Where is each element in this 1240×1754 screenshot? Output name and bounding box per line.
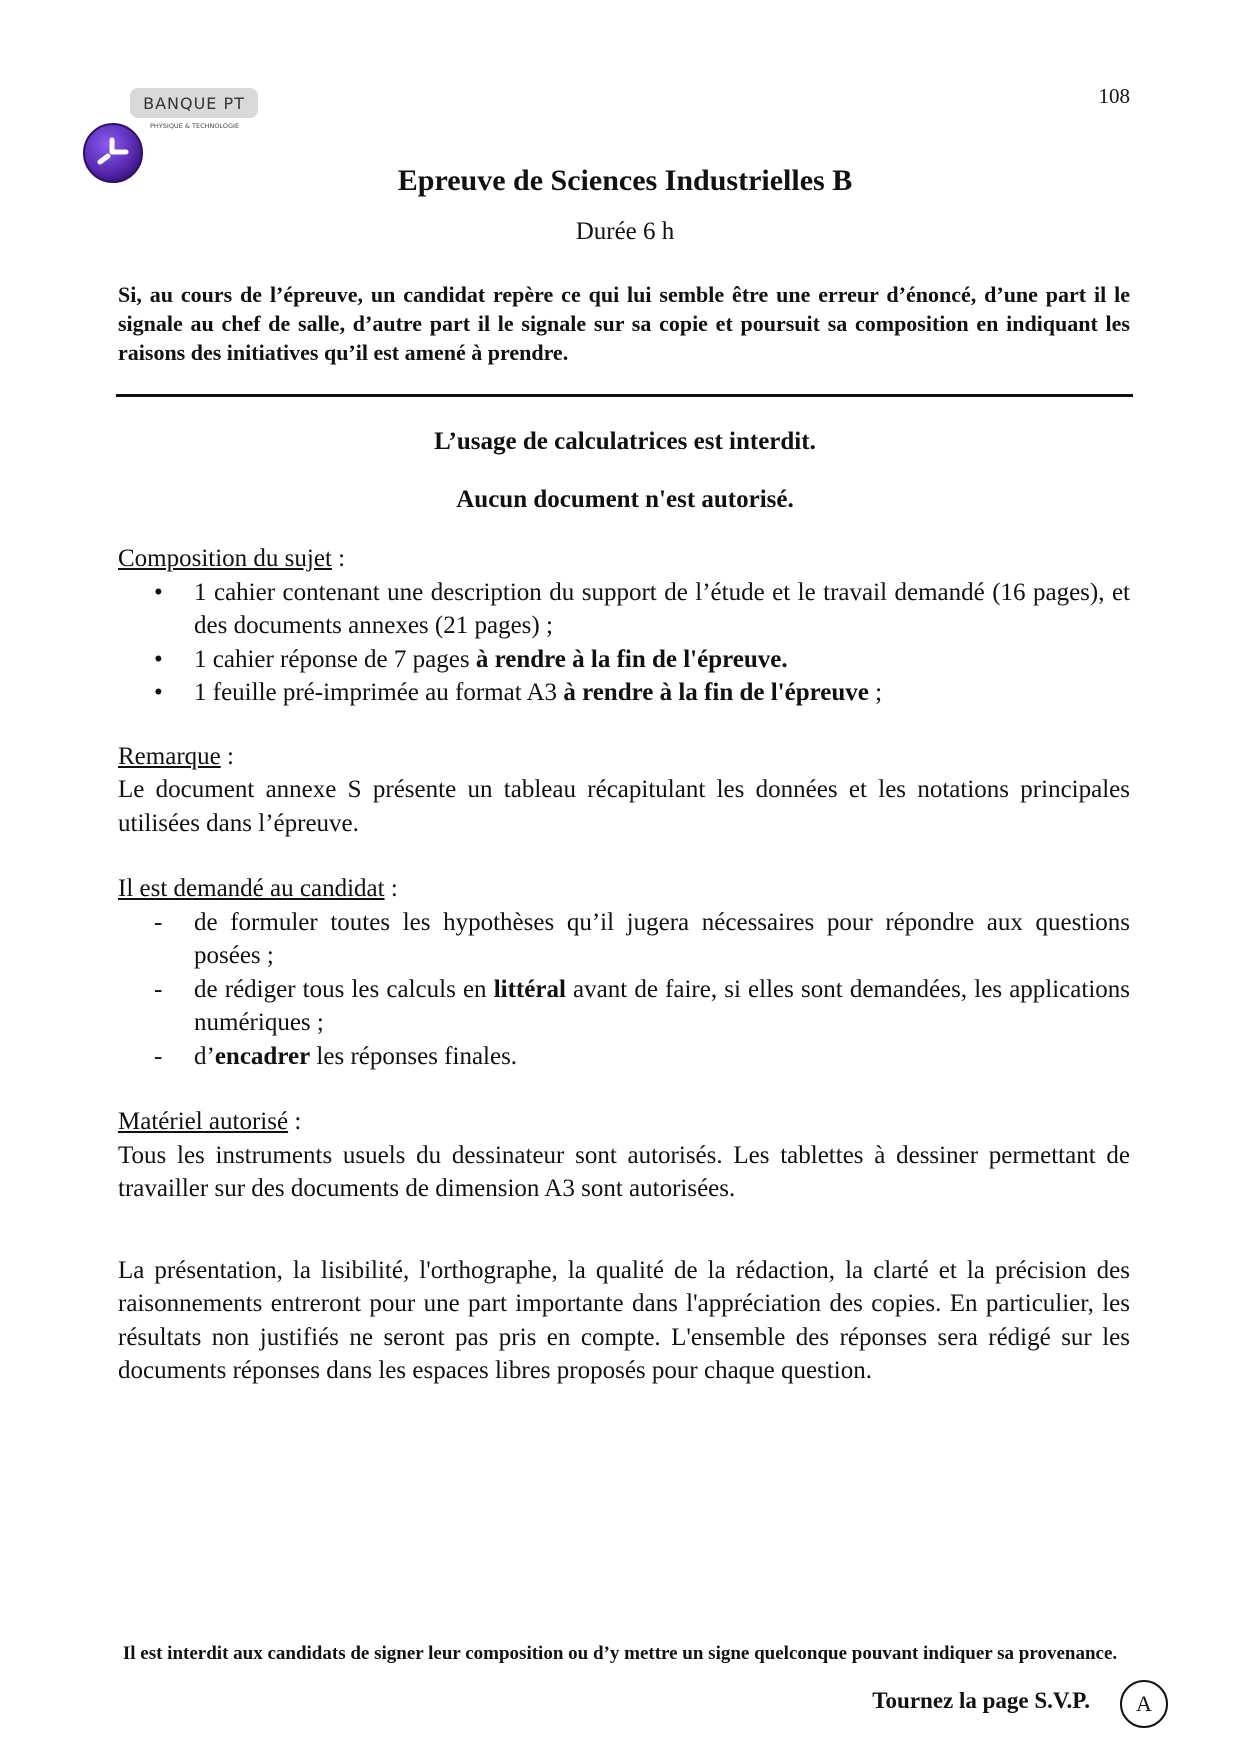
list-item-text: 1 cahier réponse de 7 pages	[194, 645, 476, 673]
list-item-emphasis: encadrer	[214, 1042, 311, 1070]
requested-heading	[118, 872, 1130, 906]
material-heading-suffix: :	[288, 1108, 302, 1135]
composition-heading-suffix: :	[331, 545, 346, 572]
list-item-emphasis: à rendre à la fin de l'épreuve.	[475, 645, 788, 673]
remark-heading-label: Remarque	[118, 742, 221, 770]
composition-heading	[118, 542, 1130, 576]
list-item-text: 1 cahier contenant une description du support de l’étude et le travail demandé (16 pages), et des documents annexes (21 pages) ;	[194, 578, 1130, 639]
remark-heading-suffix: :	[220, 742, 234, 770]
list-item-text: de formuler toutes les hypothèses qu’il jugera nécessaires pour répondre aux questions posées ;	[194, 908, 1130, 969]
dash-marker: -	[154, 975, 163, 1003]
list-item-text: d’	[194, 1042, 215, 1070]
presentation-paragraph: La présentation, la lisibilité, l'orthographe, la qualité de la rédaction, la clarté et la précision des raisonnements entreront pour une part importante dans l'appréciation des copies. En particulier, les résultats non justifiés ne seront pas pris en compte. L'ensemble des réponses sera rédigé sur les documents réponses dans les espaces libres proposés pour chaque question.	[118, 1256, 1130, 1384]
bullet-marker: •	[154, 679, 163, 706]
remark-heading	[118, 740, 1130, 774]
list-item-emphasis: à rendre à la fin de l'épreuve	[563, 679, 869, 706]
material-heading-label: Matériel autorisé	[118, 1108, 289, 1135]
list-item-emphasis: littéral	[493, 975, 566, 1003]
list-item	[118, 906, 1130, 973]
error-warning-paragraph: Si, au cours de l’épreuve, un candidat repère ce qui lui semble être une erreur d’énoncé, d’une part il le signale au chef de salle, d’autre part il le signale sur sa copie et poursuit sa composition en indiquant les raisons des initiatives qu’il est amené à prendre.	[118, 282, 1130, 365]
list-item	[118, 643, 1130, 677]
requested-heading-label: Il est demandé au candidat	[118, 875, 385, 902]
material-heading	[118, 1105, 1130, 1139]
requested-heading-suffix: :	[384, 875, 398, 902]
turn-page-note: Tournez la page S.V.P.	[872, 1688, 1090, 1713]
remark-text: Le document annexe S présente un tableau récapitulant les données et les notations principales utilisées dans l’épreuve.	[118, 776, 1130, 837]
composition-list	[118, 576, 1130, 710]
list-item-tail: ;	[868, 679, 883, 706]
bullet-marker: •	[154, 645, 163, 673]
series-letter-badge: A	[1120, 1680, 1168, 1728]
page-number: 108	[1098, 84, 1130, 108]
composition-heading-label: Composition du sujet	[118, 545, 332, 572]
requested-list	[118, 906, 1130, 1074]
document-rule: Aucun document n'est autorisé.	[456, 486, 794, 513]
material-text: Tous les instruments usuels du dessinateur sont autorisés. Les tablettes à dessiner permettant de travailler sur des documents de dimension A3 sont autorisées.	[118, 1141, 1130, 1202]
list-item	[118, 1040, 1130, 1074]
list-item-tail: avant de faire, si elles sont demandées, les applications numériques ;	[194, 975, 1130, 1036]
exam-instructions	[118, 542, 1130, 1388]
signature-prohibition-note: Il est interdit aux candidats de signer leur composition ou d’y mettre un signe quelconque pouvant indiquer sa provenance.	[122, 1643, 1118, 1664]
list-item-text: de rédiger tous les calculs en	[194, 975, 494, 1003]
list-item-text: 1 feuille pré-imprimée au format A3	[194, 679, 564, 706]
list-item-tail: les réponses finales.	[310, 1042, 518, 1070]
horizontal-rule	[116, 394, 1133, 397]
dash-marker: -	[154, 908, 163, 936]
exam-title: Epreuve de Sciences Industrielles B	[397, 164, 853, 197]
exam-duration: Durée 6 h	[575, 218, 675, 245]
bullet-marker: •	[154, 578, 163, 606]
list-item	[118, 973, 1130, 1040]
calculator-rule: L’usage de calculatrices est interdit.	[434, 428, 816, 455]
list-item	[118, 676, 1130, 710]
list-item	[118, 576, 1130, 643]
logo-badge: BANQUE PT	[130, 88, 258, 118]
dash-marker: -	[154, 1042, 163, 1070]
logo-subtitle: PHYSIQUE & TECHNOLOGIE	[150, 122, 240, 130]
